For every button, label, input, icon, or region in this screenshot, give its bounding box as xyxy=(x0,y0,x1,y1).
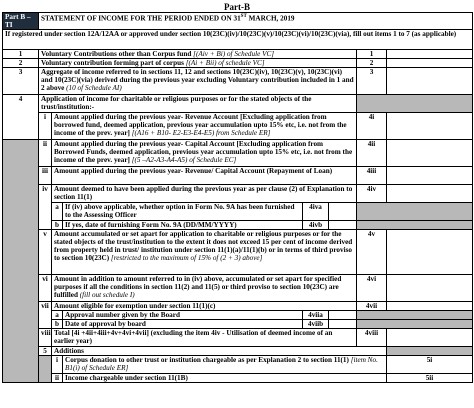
item-reference: [(Ai + Bii) of schedule VC] xyxy=(185,59,265,67)
sub-item-number: vii xyxy=(39,302,52,329)
item-ref-label: 4iva xyxy=(303,203,329,221)
row-4iii xyxy=(3,167,473,185)
item-reference: (fill out schedule I) xyxy=(79,291,135,299)
item-text: Amount in addition to amount referred to in (iv) above, accumulated or set apart for specified purposes if all the conditions in section 11(2) and 11(5) or third proviso to section 10(23C) are fulfilled xyxy=(54,275,342,299)
item-ref-label: 4iv xyxy=(357,185,387,203)
shaded-cell xyxy=(357,221,473,230)
item-text: Aggregate of income referred to in sections 11, 12 and sections 10(23C)(iv), 10(23C)(v), 10(23C)(vi) and 10(23C)(via) derived during the previous year excluding Voluntary contribution included in 1 and 2 above xyxy=(41,68,354,92)
item-description xyxy=(63,356,387,374)
item-ref-label: 3 xyxy=(357,68,387,95)
item-number: 1 xyxy=(3,50,39,59)
intro-row xyxy=(3,30,473,50)
statement-title xyxy=(39,13,473,30)
shaded-cell xyxy=(39,356,52,383)
item-reference: [(A16 + B10- E2-E3-E4-E5) from Schedule ER] xyxy=(131,129,271,137)
row-4viii xyxy=(3,329,473,347)
item-description: Additions xyxy=(52,347,387,356)
item-description xyxy=(52,113,357,140)
item-text: Corpus donation to other trust or institution chargeable as per Explanation 2 to section 11(1) xyxy=(65,356,351,364)
item-description: Application of income for charitable or religious purposes or for the stated objects of the trust/institution:- xyxy=(39,95,357,113)
part-code: Part B – TI xyxy=(3,13,39,30)
item-reference: (10 of Schedule AI) xyxy=(66,84,122,92)
form-9a-date-field[interactable] xyxy=(329,221,357,230)
amount-field-4v[interactable] xyxy=(387,230,473,275)
row-5i xyxy=(3,356,473,374)
statement-title-text: STATEMENT OF INCOME FOR THE PERIOD ENDED ON 31 xyxy=(41,14,241,23)
item-description xyxy=(52,275,357,302)
statement-title-suffix: MARCH, 2019 xyxy=(246,14,295,23)
sub-item-number: viii xyxy=(39,329,52,347)
item-description xyxy=(39,50,357,59)
sub-item-number: vi xyxy=(39,275,52,302)
item-ref-label: 4v xyxy=(357,230,387,275)
item-ref-label: 5i xyxy=(387,356,473,374)
amount-field-4i[interactable] xyxy=(387,113,473,140)
item-reference: [(5 –A2-A3-A4-A5) of Schedule EC] xyxy=(131,156,237,164)
item-description: Income chargeable under section 11(1B) xyxy=(63,374,387,383)
amount-field-2[interactable] xyxy=(387,59,473,68)
item-text: Amount accumulated or set apart for application to charitable or religious purposes or for the stated objects of the trust/institution to the extent it does not exceed 15 per cent of income derived from property held in trust/ institution under section 11(1)(a)/11(1)(b) or in terms of third proviso to section 10(23C) xyxy=(54,230,353,262)
item-ref-label: 4viia xyxy=(303,311,329,320)
row-4viib xyxy=(3,320,473,329)
row-5 xyxy=(3,347,473,356)
item-number: 4 xyxy=(3,95,39,140)
shaded-cell xyxy=(357,95,473,113)
amount-field-4iii[interactable] xyxy=(387,167,473,185)
item-text: Amount applied during the previous year- Revenue Account [Excluding application from borrowed fund, deemed application, previous year accumulation upto 15% etc, i.e. not from the income of the prev. year] xyxy=(54,113,347,137)
row-4v xyxy=(3,230,473,275)
shaded-cell xyxy=(357,311,473,320)
approval-number-field[interactable] xyxy=(329,311,357,320)
row-3 xyxy=(3,68,473,95)
item-ref-label: 4ii xyxy=(357,140,387,167)
item-number: 2 xyxy=(3,59,39,68)
item-description xyxy=(39,59,357,68)
item-ref-label: 4viib xyxy=(303,320,329,329)
form-9a-option-field[interactable] xyxy=(329,203,357,221)
row-4viia xyxy=(3,311,473,320)
item-text: Voluntary Contributions other than Corpus fund xyxy=(41,50,194,58)
intro-text: If registered under section 12A/12AA or approved under section 10(23C)(iv)/10(23C)(v)/10(23C)(vi)/10(23C)(via), fill out items 1 to 7 (as applicable) xyxy=(3,30,473,50)
amount-field-4vii[interactable] xyxy=(387,302,473,311)
item-description: If (iv) above applicable, whether option in Form No. 9A has been furnished to the Assessing Officer xyxy=(63,203,303,221)
amount-field-4vi[interactable] xyxy=(387,275,473,302)
sub-sub-item-letter: b xyxy=(52,320,63,329)
amount-field-3[interactable] xyxy=(387,68,473,95)
row-2 xyxy=(3,59,473,68)
item-reference: [restricted to the maximum of 15% of (2 + 3) above] xyxy=(110,254,263,262)
approval-date-field[interactable] xyxy=(329,320,357,329)
statement-of-income-table xyxy=(2,12,473,383)
item-reference: [(Aiv + Bi) of Schedule VC] xyxy=(193,50,275,58)
item-reference: [item No. B1(i) of Schedule ER] xyxy=(65,356,378,372)
item-text: Voluntary contribution forming part of corpus xyxy=(41,59,186,67)
sub-item-number: i xyxy=(52,356,63,374)
item-description xyxy=(52,230,357,275)
item-ref-label: 5ii xyxy=(387,374,473,383)
sub-item-number: iv xyxy=(39,185,52,230)
item-ref-label: 4viii xyxy=(357,329,387,347)
item-description: Amount eligible for exemption under section 11(1)(c) xyxy=(52,302,357,311)
item-description: Date of approval by board xyxy=(63,320,303,329)
amount-field-4iv[interactable] xyxy=(387,185,473,203)
item-ref-label: 4vi xyxy=(357,275,387,302)
item-ref-label: 4vii xyxy=(357,302,387,311)
part-title: Part-B xyxy=(224,2,250,12)
row-4iva xyxy=(3,203,473,221)
item-description: Approval number given by the Board xyxy=(63,311,303,320)
row-4vi xyxy=(3,275,473,302)
amount-field-1[interactable] xyxy=(387,50,473,59)
row-4ii xyxy=(3,140,473,167)
sub-item-number: ii xyxy=(52,374,63,383)
sub-sub-item-letter: a xyxy=(52,203,63,221)
shaded-cell xyxy=(3,140,39,383)
sub-sub-item-letter: b xyxy=(52,221,63,230)
sub-item-number: i xyxy=(39,113,52,140)
item-ref-label: 2 xyxy=(357,59,387,68)
row-4 xyxy=(3,95,473,113)
item-ref-label: 4i xyxy=(357,113,387,140)
item-description: Amount applied during the previous year- Revenue/ Capital Account (Repayment of Loan) xyxy=(52,167,357,185)
row-4iv xyxy=(3,185,473,203)
sub-item-number: iii xyxy=(39,167,52,185)
item-ref-label: 1 xyxy=(357,50,387,59)
statement-title-sup: ST xyxy=(240,14,247,19)
item-number: 3 xyxy=(3,68,39,95)
item-ref-label: 4ivb xyxy=(303,221,329,230)
sub-item-number: ii xyxy=(39,140,52,167)
item-number: 5 xyxy=(39,347,52,356)
row-5ii xyxy=(3,374,473,383)
item-description: Amount deemed to have been applied during the previous year as per clause (2) of Explanation to section 11(1) xyxy=(52,185,357,203)
item-description xyxy=(39,68,357,95)
row-4i xyxy=(3,113,473,140)
row-4vii xyxy=(3,302,473,311)
row-1 xyxy=(3,50,473,59)
shaded-cell xyxy=(357,320,473,329)
item-text: Amount applied during the previous year- Capital Account [Excluding application from Borrowed Funds, deemed application, previous year accumulation upto 15% etc, i.e. not from the income of the prev. year] xyxy=(54,140,353,164)
sub-sub-item-letter: a xyxy=(52,311,63,320)
shaded-cell xyxy=(387,347,473,356)
amount-field-4ii[interactable] xyxy=(387,140,473,167)
item-description xyxy=(52,140,357,167)
sub-item-number: v xyxy=(39,230,52,275)
row-4ivb xyxy=(3,221,473,230)
header-row xyxy=(3,13,473,30)
item-ref-label: 4iii xyxy=(357,167,387,185)
item-description: If yes, date of furnishing Form No. 9A (DD/MM/YYYY) xyxy=(63,221,303,230)
item-description: Total [4i +4ii+4iii+4v+4vi+4vii] (excluding the item 4iv - Utilisation of deemed income of an earlier year) xyxy=(52,329,357,347)
shaded-cell xyxy=(357,203,473,221)
amount-field-4viii[interactable] xyxy=(387,329,473,347)
